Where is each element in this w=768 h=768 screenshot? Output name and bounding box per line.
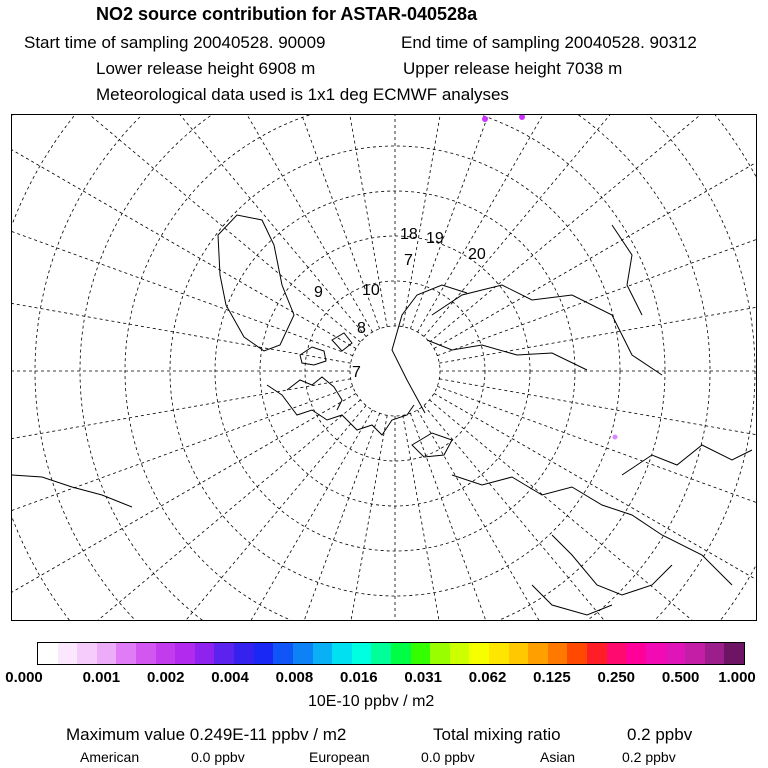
meridian-line bbox=[12, 379, 351, 475]
colorbar-cell bbox=[313, 643, 333, 664]
colorbar-tick-label: 0.008 bbox=[275, 669, 314, 686]
meridian-line bbox=[12, 166, 353, 356]
colorbar-tick-label: 0.500 bbox=[661, 669, 700, 686]
map-title: NO2 source contribution for ASTAR-040528a bbox=[96, 4, 478, 24]
colorbar-tick-label: 0.016 bbox=[340, 669, 378, 686]
meridian-line bbox=[12, 115, 366, 337]
colorbar-cell bbox=[195, 643, 215, 664]
colorbar-cell bbox=[724, 643, 744, 664]
coastline-hudson-bay bbox=[552, 535, 672, 595]
colorbar-cell bbox=[528, 643, 548, 664]
plume-dot bbox=[482, 116, 488, 122]
plume-dot bbox=[613, 435, 618, 440]
latitude-circle bbox=[12, 115, 756, 620]
track-label: 19 bbox=[426, 230, 444, 247]
track-label: 8 bbox=[357, 320, 366, 337]
meridian-line bbox=[12, 405, 366, 620]
asian-value: 0.2 ppbv bbox=[622, 749, 676, 765]
colorbar-cell bbox=[293, 643, 313, 664]
meridian-line bbox=[418, 115, 696, 332]
meridian-line bbox=[12, 115, 356, 349]
colorbar-cell bbox=[391, 643, 411, 664]
meridian-line bbox=[12, 400, 361, 620]
colorbar-cell bbox=[411, 643, 431, 664]
plume-markers bbox=[482, 115, 618, 440]
polar-map-svg bbox=[12, 115, 756, 620]
american-value: 0.0 ppbv bbox=[191, 749, 245, 765]
colorbar-cell bbox=[509, 643, 529, 664]
colorbar-cell bbox=[58, 643, 78, 664]
track-label: 9 bbox=[314, 284, 323, 301]
colorbar-cell bbox=[489, 643, 509, 664]
colorbar-cell bbox=[97, 643, 117, 664]
colorbar-cell bbox=[254, 643, 274, 664]
meridian-line bbox=[410, 413, 600, 620]
colorbar-cell bbox=[77, 643, 97, 664]
colorbar-cell bbox=[567, 643, 587, 664]
colorbar-cell bbox=[646, 643, 666, 664]
meridian-line bbox=[95, 115, 373, 332]
latitude-circle bbox=[170, 146, 620, 596]
meridian-line bbox=[439, 267, 756, 363]
plume-dot bbox=[519, 115, 525, 120]
colorbar-cell bbox=[273, 643, 293, 664]
colorbar-tick-label: 0.004 bbox=[211, 669, 249, 686]
upper-release-height-label: Upper release height 7038 m bbox=[403, 59, 623, 78]
meridian-line bbox=[12, 115, 361, 342]
maximum-value-label: Maximum value 0.249E-11 ppbv / m2 bbox=[66, 725, 347, 744]
meridian-line bbox=[190, 115, 380, 329]
total-mixing-ratio-label: Total mixing ratio bbox=[433, 725, 561, 744]
meridian-line bbox=[434, 394, 756, 621]
colorbar-cell bbox=[685, 643, 705, 664]
coastline-europe bbox=[267, 385, 414, 435]
colorbar-cell bbox=[116, 643, 136, 664]
colorbar-tick-label: 0.031 bbox=[404, 669, 442, 686]
meridian-line bbox=[410, 115, 600, 329]
meridian-line bbox=[424, 405, 756, 620]
colorbar-tick-label: 0.125 bbox=[533, 669, 571, 686]
coastline-east-asia bbox=[612, 225, 642, 315]
track-label: 10 bbox=[362, 282, 380, 299]
coastline-alaska bbox=[622, 445, 752, 475]
colorbar-tick-label: 1.000 bbox=[718, 669, 756, 686]
meridian-line bbox=[424, 115, 756, 337]
colorbar bbox=[37, 642, 745, 665]
end-time-label: End time of sampling 20040528. 90312 bbox=[401, 33, 697, 52]
colorbar-cell bbox=[38, 643, 58, 664]
meridian-line bbox=[12, 267, 351, 363]
colorbar-cell bbox=[607, 643, 627, 664]
track-label: 7 bbox=[352, 364, 361, 381]
polar-map bbox=[11, 114, 757, 621]
colorbar-cell bbox=[234, 643, 254, 664]
colorbar-cell bbox=[352, 643, 372, 664]
colorbar-cell bbox=[587, 643, 607, 664]
coastline-siberia-north bbox=[427, 340, 587, 370]
colorbar-cell bbox=[626, 643, 646, 664]
colorbar-tick-label: 0.002 bbox=[146, 669, 185, 686]
colorbar-unit-label: 10E-10 ppbv / m2 bbox=[308, 693, 435, 710]
meridian-line bbox=[190, 413, 380, 620]
european-value: 0.0 ppbv bbox=[421, 749, 475, 765]
coastline-iceland bbox=[300, 347, 326, 365]
meridian-line bbox=[429, 115, 756, 342]
coastline-greenland bbox=[218, 215, 294, 351]
colorbar-tick-label: 0.000 bbox=[5, 669, 43, 686]
colorbar-cell bbox=[156, 643, 176, 664]
latitude-circle bbox=[12, 115, 756, 620]
colorbar-cell bbox=[371, 643, 391, 664]
colorbar-cell bbox=[430, 643, 450, 664]
coastline-svalbard bbox=[332, 333, 352, 351]
coastlines bbox=[12, 215, 752, 615]
colorbar-cell bbox=[705, 643, 725, 664]
meridian-line bbox=[439, 379, 756, 475]
colorbar-cell bbox=[175, 643, 195, 664]
colorbar-cell bbox=[666, 643, 686, 664]
trajectory-labels bbox=[314, 226, 486, 381]
colorbar-cell bbox=[548, 643, 568, 664]
colorbar-cell bbox=[136, 643, 156, 664]
meridian-line bbox=[434, 115, 756, 349]
track-label: 7 bbox=[404, 252, 413, 269]
lower-release-height-label: Lower release height 6908 m bbox=[96, 59, 316, 78]
colorbar-tick-label: 0.062 bbox=[468, 669, 507, 686]
colorbar-cell bbox=[214, 643, 234, 664]
american-label: American bbox=[80, 749, 140, 765]
lat-lon-grid bbox=[12, 115, 756, 620]
meridian-line bbox=[12, 386, 353, 576]
meridian-line bbox=[95, 410, 373, 620]
colorbar-cell bbox=[469, 643, 489, 664]
start-time-label: Start time of sampling 20040528. 90009 bbox=[24, 33, 326, 52]
colorbar-cell bbox=[332, 643, 352, 664]
meridian-line bbox=[418, 410, 696, 620]
colorbar-cell bbox=[450, 643, 470, 664]
meteorological-data-label: Meteorological data used is 1x1 deg ECMWF analyses bbox=[96, 85, 509, 104]
total-mixing-ratio-value: 0.2 ppbv bbox=[627, 725, 693, 744]
colorbar-tick-label: 0.001 bbox=[82, 669, 121, 686]
coastline-canada bbox=[452, 475, 732, 585]
coastline-north-africa bbox=[12, 475, 132, 507]
colorbar-tick-label: 0.250 bbox=[597, 669, 636, 686]
european-label: European bbox=[309, 749, 370, 765]
meridian-line bbox=[429, 400, 756, 620]
meridian-line bbox=[437, 386, 756, 576]
track-label: 18 bbox=[400, 226, 418, 243]
track-label: 20 bbox=[468, 246, 486, 263]
meridian-line bbox=[12, 394, 356, 621]
asian-label: Asian bbox=[540, 749, 576, 765]
